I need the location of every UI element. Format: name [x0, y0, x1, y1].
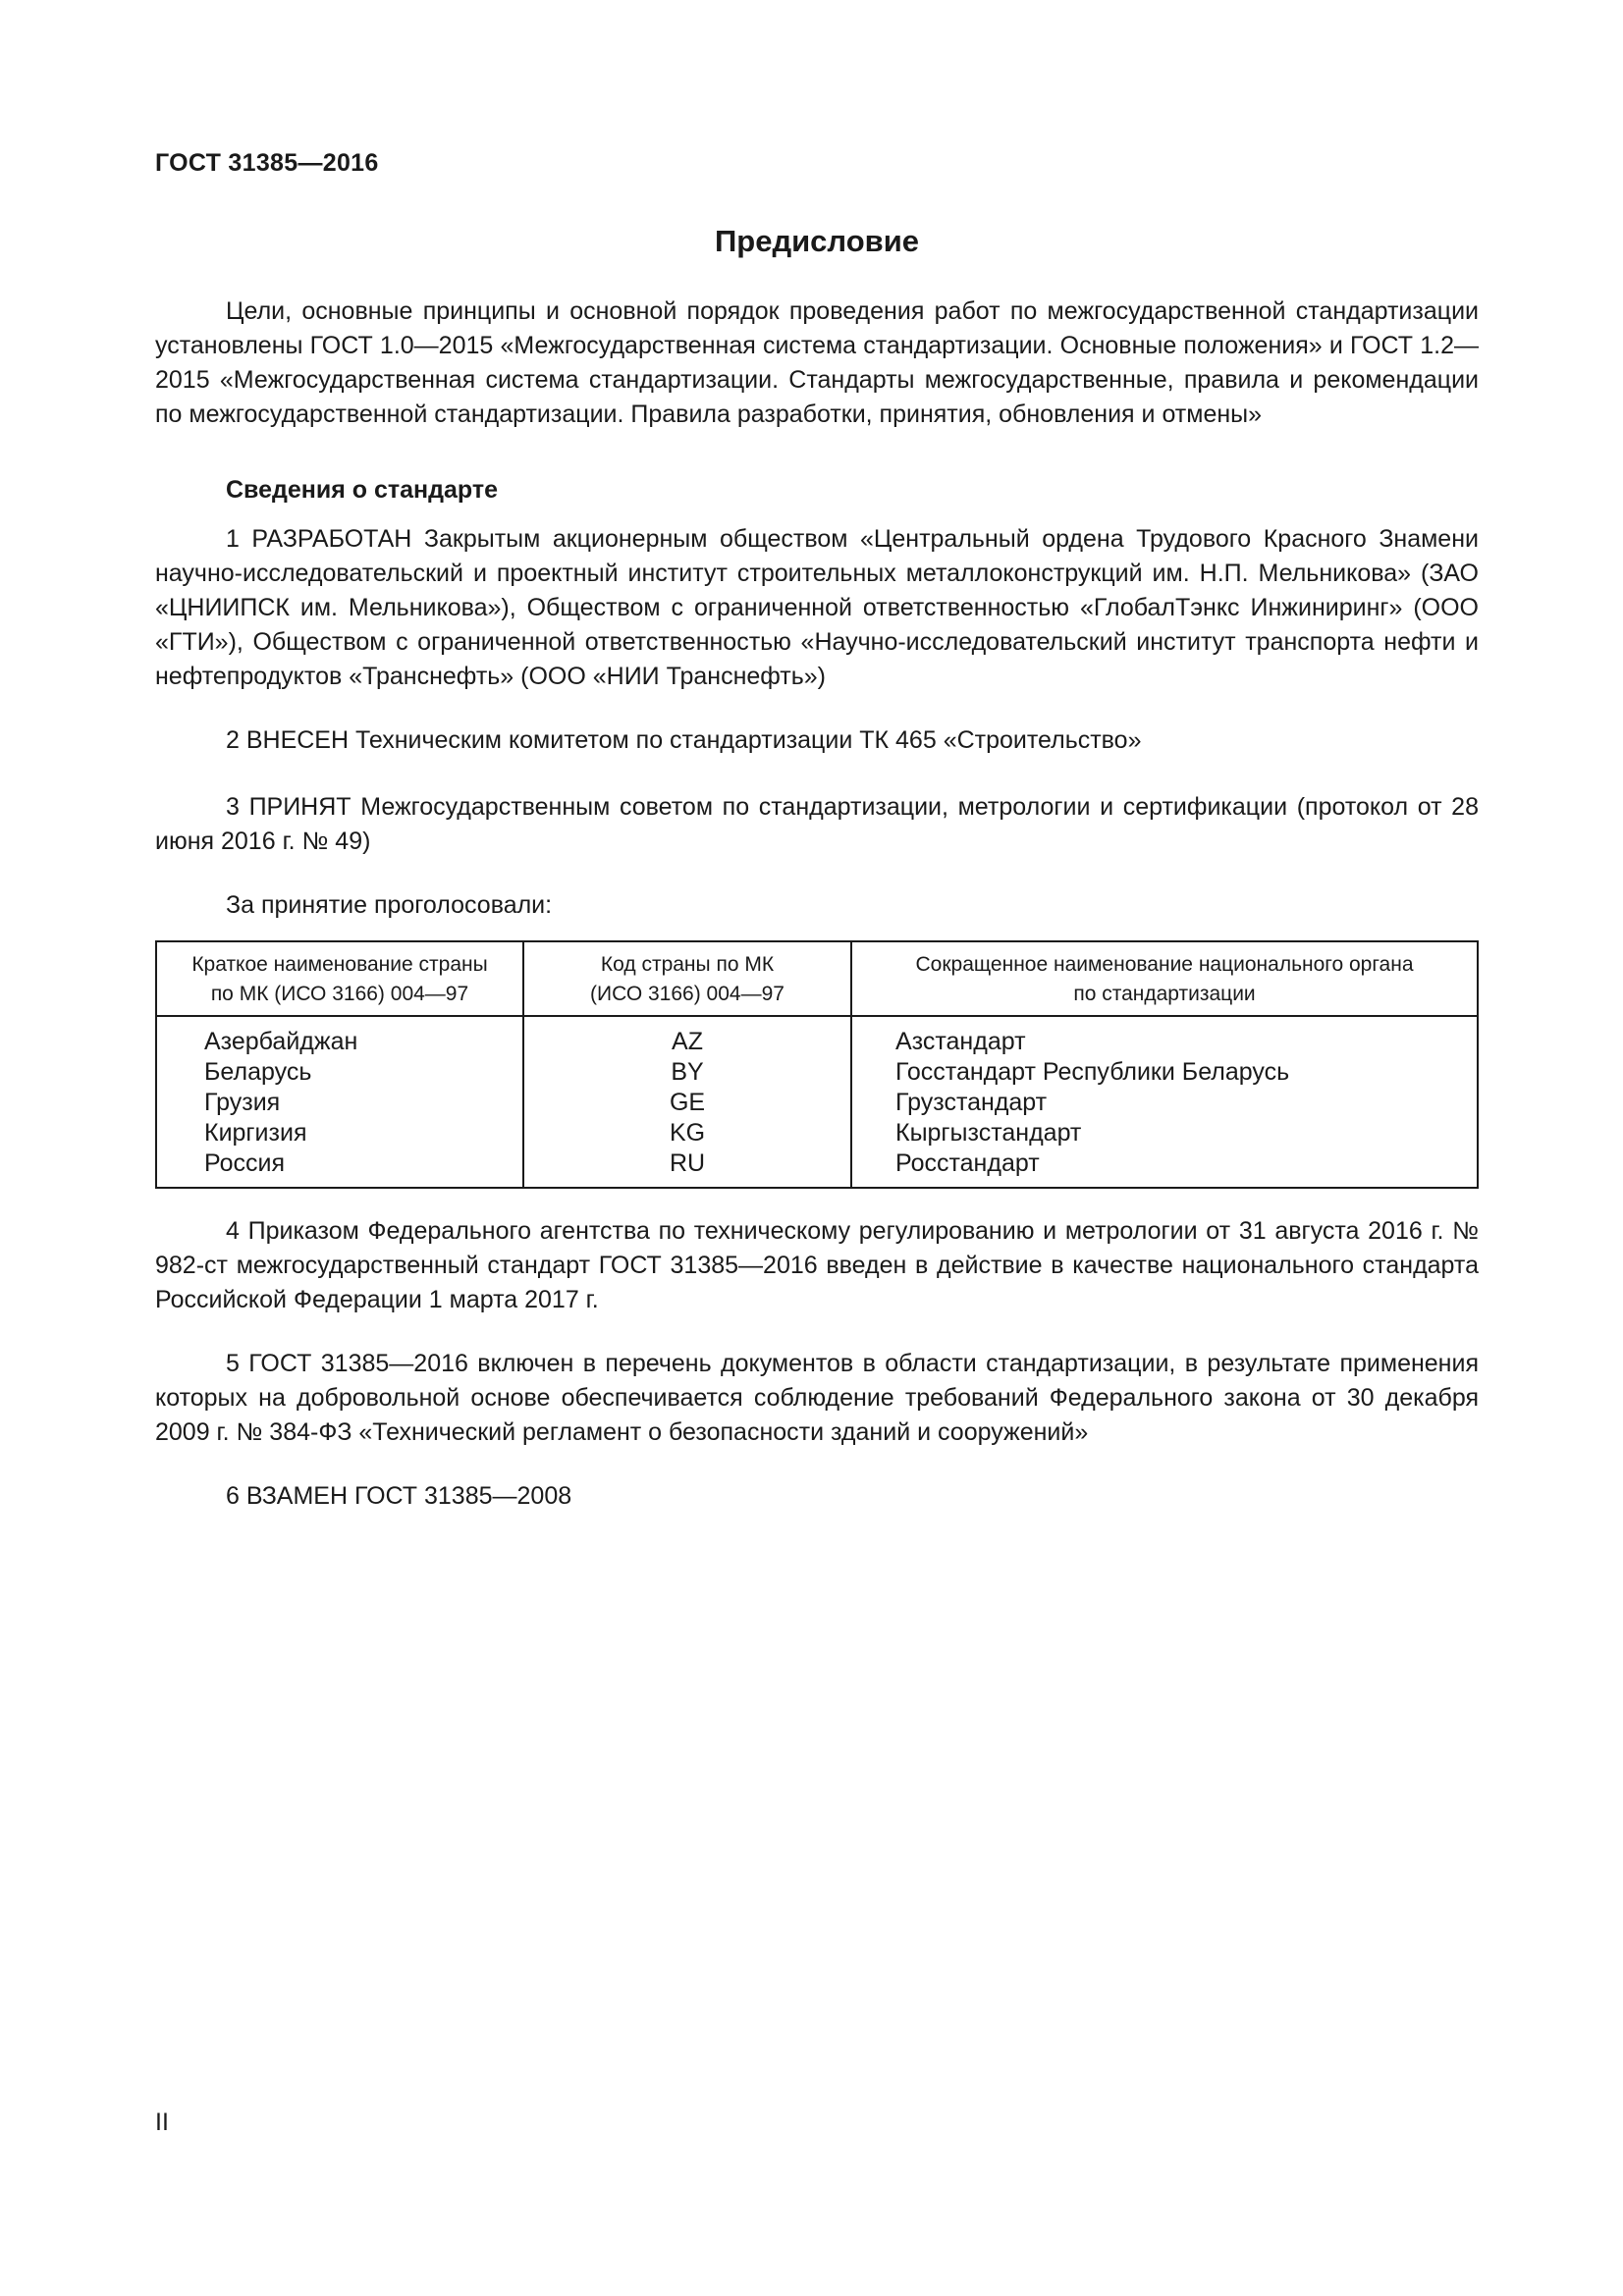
vote-table [155, 940, 1479, 1189]
vote-intro-block [155, 888, 1479, 923]
page-number: II [155, 2109, 169, 2136]
code-column [523, 1016, 851, 1188]
intro-paragraph: Цели, основные принципы и основной порядок проведения работ по межгосударственной стандартизации установлены ГОСТ 1.0—2015 «Межгосударственная система стандартизации. Основные положения» и ГОСТ 1.2—2015 «Межгосударственная система стандартизации. Стандарты межгосударственные, правила и рекомендации по межгосударственной стандартизации. Правила разработки, принятия, обновления и отмены» [155, 297, 1479, 428]
section-heading: Сведения о стандарте [226, 476, 499, 504]
header-code [523, 941, 851, 1016]
item-6-paragraph: 6 ВЗАМЕН ГОСТ 31385—2008 [226, 1482, 572, 1510]
item-2-paragraph: 2 ВНЕСЕН Техническим комитетом по стандартизации ТК 465 «Строительство» [226, 726, 1142, 754]
intro-block [155, 294, 1479, 432]
org-cell: Госстандарт Республики Беларусь [895, 1058, 1290, 1086]
item-3-paragraph: 3 ПРИНЯТ Межгосударственным советом по стандартизации, метрологии и сертификации (протокол от 28 июня 2016 г. № 49) [155, 793, 1479, 855]
header-org-line1: Сокращенное наименование национального органа [915, 953, 1414, 976]
header-country-line2: по МК (ИСО 3166) 004—97 [210, 983, 469, 1005]
item-4-paragraph: 4 Приказом Федерального агентства по техническому регулированию и метрологии от 31 августа 2016 г. № 982-ст межгосударственный стандарт ГОСТ 31385—2016 введен в действие в качестве национального стандарта Российской Федерации 1 марта 2017 г. [155, 1217, 1479, 1313]
code-cell: KG [669, 1119, 706, 1147]
page-title: Предисловие [714, 224, 919, 258]
header-country-line1: Краткое наименование страны [191, 953, 488, 976]
item-2-block [155, 723, 1479, 758]
header-country [156, 941, 523, 1016]
header-org [851, 941, 1478, 1016]
country-column [156, 1016, 523, 1188]
header-code-line1: Код страны по МК [600, 953, 775, 976]
table-body-row [156, 1016, 1478, 1188]
org-column [851, 1016, 1478, 1188]
country-cell: Киргизия [204, 1119, 307, 1147]
country-cell: Россия [204, 1149, 285, 1177]
vote-intro: За принятие проголосовали: [226, 891, 553, 919]
country-cell: Беларусь [204, 1058, 312, 1086]
code-cell: AZ [672, 1028, 703, 1055]
item-6-block [155, 1479, 1479, 1514]
country-cell: Азербайджан [204, 1028, 358, 1055]
org-cell: Грузстандарт [895, 1089, 1048, 1116]
code-cell: BY [671, 1058, 704, 1086]
code-cell: GE [669, 1089, 706, 1116]
item-1-paragraph: 1 РАЗРАБОТАН Закрытым акционерным обществом «Центральный ордена Трудового Красного Знамени научно-исследовательский и проектный институт строительных металлоконструкций им. Н.П. Мельникова» (ЗАО «ЦНИИПСК им. Мельникова»), Обществом с ограниченной ответственностью «ГлобалТэнкс Инжиниринг» (ООО «ГТИ»), Обществом с ограниченной ответственностью «Научно-исследовательский институт транспорта нефти и нефтепродуктов «Транснефть» (ООО «НИИ Транснефть») [155, 525, 1479, 690]
header-code-line2: (ИСО 3166) 004—97 [590, 983, 784, 1005]
item-4-block [155, 1214, 1479, 1317]
item-1-block [155, 522, 1479, 694]
table-header-row [156, 941, 1478, 1016]
org-cell: Кыргызстандарт [895, 1119, 1082, 1147]
country-cell: Грузия [204, 1089, 281, 1116]
code-cell: RU [669, 1149, 706, 1177]
item-5-block [155, 1347, 1479, 1450]
item-5-paragraph: 5 ГОСТ 31385—2016 включен в перечень документов в области стандартизации, в результате применения которых на добровольной основе обеспечивается соблюдение требований Федерального закона от 30 декабря 2009 г. № 384-ФЗ «Технический регламент о безопасности зданий и сооружений» [155, 1350, 1479, 1446]
org-cell: Азстандарт [895, 1028, 1026, 1055]
standard-id: ГОСТ 31385—2016 [155, 149, 379, 177]
header-org-line2: по стандартизации [1073, 983, 1256, 1005]
item-3-block [155, 790, 1479, 859]
org-cell: Росстандарт [895, 1149, 1040, 1177]
